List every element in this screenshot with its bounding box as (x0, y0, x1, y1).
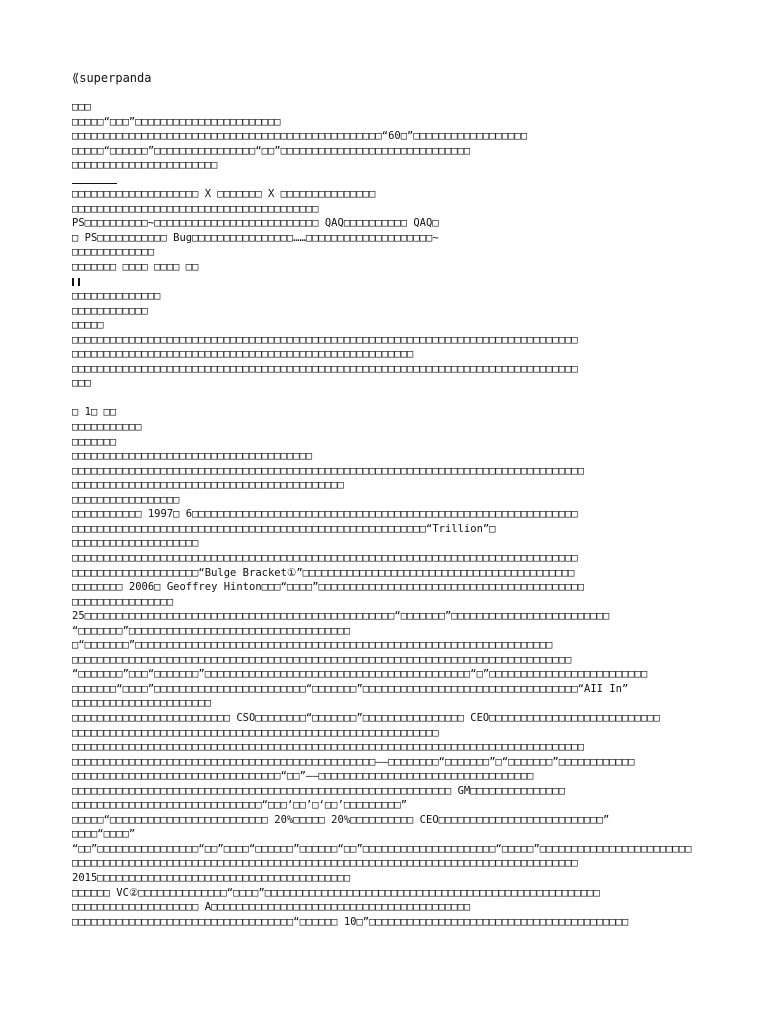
text-line: □□□□“□□□□” (72, 828, 136, 841)
text-line: □□□□□□□□□□□□□□□□ (72, 595, 174, 608)
text-line: □□□□□□□□□□□□□□□□□□□□□□□□□□□□□□□□□“□□”——□□□□□□□□□□□□□□□□□□□□□□□□□□□□□□□□□□ (72, 770, 534, 783)
text-line: □□□□□□□□□□□□□□□□□□□□□□□□□□□□□□□□□□□□□□ (72, 450, 313, 463)
section-heading: □ 1□ □□ (72, 406, 117, 419)
text-line: □□□□□□□□ 2006□ Geoffrey Hinton□□□“□□□□”□□□□□□□□□□□□□□□□□□□□□□□□□□□□□□□□□□□□□□□□□□ (72, 581, 585, 594)
text-line: □□□□□□□□□□□□□□□□□□□□□□□□□□□□□□□□□□□□□□□□□□□□□□□□□□□□□□ (72, 348, 414, 361)
text-line: □□□□□□□□□□□ (72, 421, 142, 434)
text-line: □□□□□ (72, 319, 104, 332)
text-line: □□□□□□□□□□□□□□□□□□□□ A□□□□□□□□□□□□□□□□□□□□□□□□□□□□□□□□□□□□□□□□□ (72, 901, 471, 914)
text-line: □□□□□□□□□□□□ (72, 304, 148, 317)
text-line: □□□□□□□□□□□□□□□□□□□□□□□□□□□□□□□□□□□□□□□□□□□□□□□□□□□□□□□□□□□□□□□□□□□□□□□□□□□□□□□□ (72, 551, 578, 564)
text-line: □□□□□□□□□□□ 1997□ 6□□□□□□□□□□□□□□□□□□□□□□□□□□□□□□□□□□□□□□□□□□□□□□□□□□□□□□□□□□□□□ (72, 508, 578, 521)
text-line: 25□□□□□□□□□□□□□□□□□□□□□□□□□□□□□□□□□□□□□□□□□□□□□□□□□“□□□□□□□”□□□□□□□□□□□□□□□□□□□□□□□□□ (72, 610, 610, 623)
text-line: PS□□□□□□□□□□~□□□□□□□□□□□□□□□□□□□□□□□□□□ QAQ□□□□□□□□□□ QAQ□ (72, 217, 439, 230)
document-page (72, 70, 712, 929)
text-line: □□□□□□□□□□□□□□□□□□□□“Bulge Bracket①”□□□□□□□□□□□□□□□□□□□□□□□□□□□□□□□□□□□□□□□□□□□ (72, 566, 575, 579)
text-line: □□□□□□□□□□□□□□□□□□□□□□□□□□□□□□□□□□□□□□□□□□□□□□□□□□□□□□□□“Trillion”□ (72, 522, 496, 535)
text-line: □□□□□“□□□”□□□□□□□□□□□□□□□□□□□□□□□ (72, 115, 281, 128)
text-line: □“□□□□□□□”□□□□□□□□□□□□□□□□□□□□□□□□□□□□□□□□□□□□□□□□□□□□□□□□□□□□□□□□□□□□□□□□□□ (72, 639, 553, 652)
text-line: □□□□□□□□□□□□□□□□□□□□□□□□□□□□□□□□□□□“□□□□□□ 10□”□□□□□□□□□□□□□□□□□□□□□□□□□□□□□□□□□□□□□□□□□ (72, 915, 629, 928)
pause-icon (72, 275, 712, 290)
text-line: □ PS□□□□□□□□□□□ Bug□□□□□□□□□□□□□□□□……□□□□□□□□□□□□□□□□□□□□~ (72, 231, 439, 244)
text-line: □□□□□□□□□□□□□□□□□□□□□□□□□□□□□□□□□□□□□□□ (72, 202, 319, 215)
text-line: □□□□□□□□□□□□□□□□□□□□□□□□□□□□□□□□□□□□□□□□□□□□□□□□□□□□□□□□□□□□ GM□□□□□□□□□□□□□□□ (72, 784, 566, 797)
text-line: □□□□□□□□□□□□□□□□□□□□ (72, 537, 199, 550)
text-line: □□□□□□□□□□□□□□□□□□□□□□□□□□□□□□□□□□□□□□□□□□□□□□□□□□□□□□□□□□□□□□□□□□□□□□□□□□□□□□□ (72, 653, 572, 666)
text-line: □□□□□□□□□□□□□ (72, 246, 155, 259)
text-line: □□□□□□ VC②□□□□□□□□□□□□□□“□□□□”□□□□□□□□□□□□□□□□□□□□□□□□□□□□□□□□□□□□□□□□□□□□□□□□□□□□□ (72, 886, 600, 899)
blank-line (72, 391, 712, 406)
document-title: ⟪superpanda (72, 71, 152, 85)
text-line: □□□□□□□□□□□□□□□□□□□□□□□□□□□□□□□□□□□□□□□□□□□□□□□□□“60□”□□□□□□□□□□□□□□□□□□ (72, 130, 528, 143)
text-line: □□□□□□□□□□□□□□□□□ (72, 493, 180, 506)
section-divider (72, 173, 712, 188)
text-line: “□□”□□□□□□□□□□□□□□□□“□□”□□□□“□□□□□□”□□□□□□“□□”□□□□□□□□□□□□□□□□□□□□□“□□□□□”□□□□□□□□□□□□□□□□□□□□□□□□ (72, 842, 692, 855)
text-line: □□□□□□□□□□□□□□□□□□□□□□ (72, 697, 212, 710)
text-line: □□□ (72, 377, 91, 390)
text-line: □□□□□□□□□□□□□□□□□□□□□□□□□□□□□□□□□□□□□□□□□□□ (72, 479, 344, 492)
text-line: □□□ (72, 101, 91, 113)
text-line: □□□□□□□□□□□□□□□□□□□□□□□□□□□□□□□□□□□□□□□□□□□□□□□□□□□□□□□□□□□□□□□□□□□□□□□□□□□□□□□□ (72, 857, 578, 870)
text-line: □□□□□□□□□□□□□□□□□□□□□□□□□□□□□□□□□□□□□□□□□□□□□□□□□□□□□□□□□□□□□□□□□□□□□□□□□□□□□□□□□ (72, 464, 585, 477)
text-line: □□□□□□□□□□□□□□□□□□□□□□□□□□□□□□□□□□□□□□□□□□□□□□□□□□□□□□□□□□ (72, 726, 439, 739)
text-line: “□□□□□□□”□□□□□□□□□□□□□□□□□□□□□□□□□□□□□□□□□□□ (72, 624, 351, 637)
text-line: □□□□□“□□□□□□□□□□□□□□□□□□□□□□□□□ 20%□□□□□ 20%□□□□□□□□□□ CEO□□□□□□□□□□□□□□□□□□□□□□□□□□” (72, 813, 610, 826)
text-line: □□□□□□□ (72, 435, 117, 448)
text-line: □□□□□□□□□□□□□□□□□□□□□□□□□ CSO□□□□□□□□“□□□□□□□”□□□□□□□□□□□□□□□□ CEO□□□□□□□□□□□□□□□□□□□□□□□□□□□ (72, 711, 660, 724)
text-line: 2015□□□□□□□□□□□□□□□□□□□□□□□□□□□□□□□□□□□□□□□□ (72, 871, 351, 884)
text-line: □□□□□□□□□□□□□□ (72, 290, 161, 303)
text-line: □□□□□□□□□□□□□□□□□□□□□□□□□□□□□□□□□□□□□□□□□□□□□□□□□□□□□□□□□□□□□□□□□□□□□□□□□□□□□□□□ (72, 362, 578, 375)
text-line: □□□□□□□□□□□□□□□□□□□□□□□□□□□□□□□□□□□□□□□□□□□□□□□□——□□□□□□□□“□□□□□□□”□“□□□□□□□”□□□□□□□□□□□□ (72, 755, 635, 768)
text-line: □□□□□□□□□□□□□□□□□□□□ X □□□□□□□ X □□□□□□□□□□□□□□□ (72, 188, 376, 201)
text-line: □□□□□□□“□□□□”□□□□□□□□□□□□□□□□□□□□□□□□“□□□□□□□”□□□□□□□□□□□□□□□□□□□□□□□□□□□□□□□□□□“AII In” (72, 682, 629, 695)
text-line: □□□□□□□□□□□□□□□□□□□□□□□□□□□□□□□□□□□□□□□□□□□□□□□□□□□□□□□□□□□□□□□□□□□□□□□□□□□□□□□□□ (72, 741, 585, 754)
text-line: □□□□□□□□□□□□□□□□□□□□□□□ (72, 159, 218, 172)
text-line: □□□□□□□ □□□□ □□□□ □□ (72, 261, 199, 274)
text-line: □□□□□□□□□□□□□□□□□□□□□□□□□□□□□□□□□□□□□□□□□□□□□□□□□□□□□□□□□□□□□□□□□□□□□□□□□□□□□□□□ (72, 333, 578, 346)
text-line: □□□□□□□□□□□□□□□□□□□□□□□□□□□□□□“□□□‘□□’□‘□□’□□□□□□□□□” (72, 799, 408, 812)
text-line: “□□□□□□□”□□□“□□□□□□□”□□□□□□□□□□□□□□□□□□□□□□□□□□□□□□□□□□□□□□□□□□“□”□□□□□□□□□□□□□□□□□□□□□□□□□ (72, 668, 648, 681)
text-line: □□□□□“□□□□□□”□□□□□□□□□□□□□□□□“□□”□□□□□□□□□□□□□□□□□□□□□□□□□□□□□□ (72, 144, 471, 157)
